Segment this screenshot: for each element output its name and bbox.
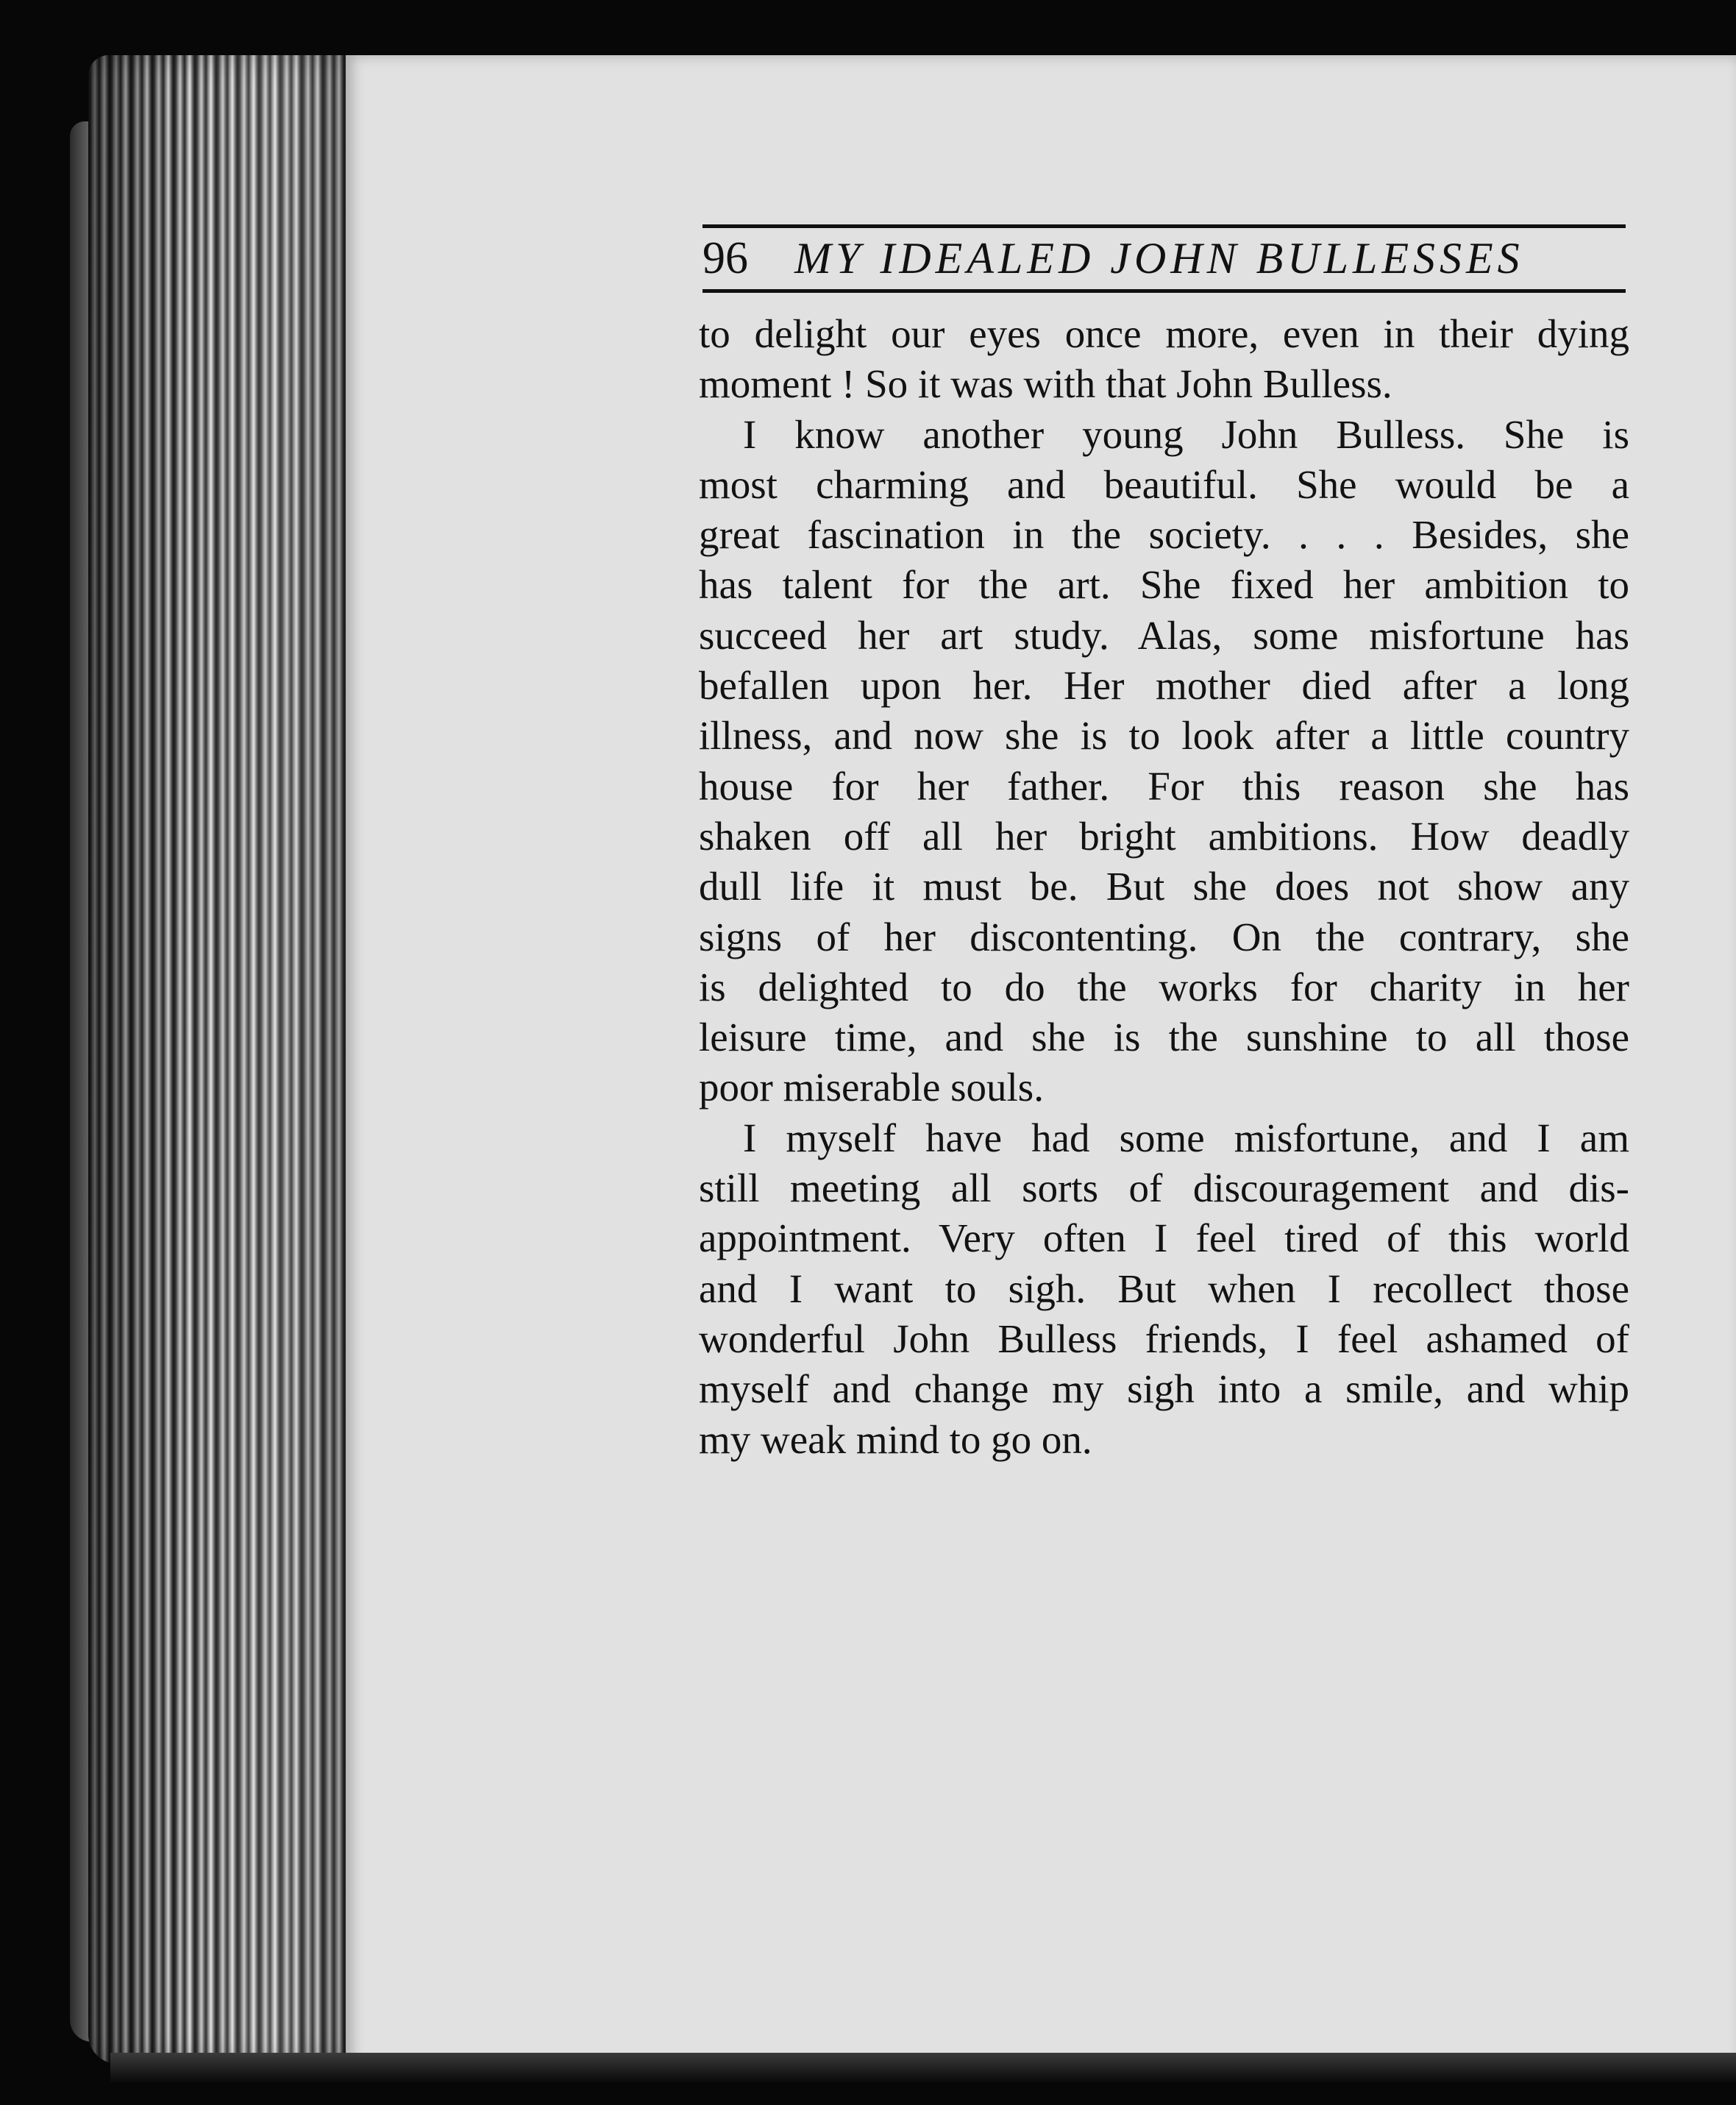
running-title: MY IDEALED JOHN BULLESSES (794, 234, 1524, 283)
page-number: 96 (702, 233, 748, 283)
text-line: shaken off all her bright ambitions. How deadly (699, 813, 1629, 859)
text-line: dull life it must be. But she does not show any (699, 864, 1629, 909)
text-line: I myself have had some misfortune, and I am (743, 1115, 1629, 1160)
header-rule-bottom (702, 289, 1626, 293)
text-line: is delighted to do the works for charity in her (699, 964, 1629, 1009)
text-line: myself and change my sigh into a smile, and whip (699, 1366, 1629, 1412)
text-line: leisure time, and she is the sunshine to all those (699, 1015, 1629, 1060)
text-line: to delight our eyes once more, even in their dying (699, 311, 1629, 356)
body-text (699, 309, 1629, 1465)
text-line: moment ! So it was with that John Bulless. (699, 361, 1392, 407)
text-line: befallen upon her. Her mother died after a long (699, 663, 1629, 709)
text-line: appointment. Very often I feel tired of this world (699, 1215, 1629, 1261)
text-line: most charming and beautiful. She would be a (699, 461, 1629, 507)
text-line: I know another young John Bulless. She is (743, 411, 1629, 457)
text-line: signs of her discontenting. On the contrary, she (699, 914, 1629, 959)
book-page-edges (88, 55, 360, 2064)
text-line: poor miserable souls. (699, 1065, 1044, 1110)
text-line: illness, and now she is to look after a little country (699, 713, 1629, 759)
text-line: has talent for the art. She fixed her ambition to (699, 562, 1629, 608)
page-bottom-shadow (110, 2053, 1736, 2082)
text-line: great fascination in the society. . . . Besides, she (699, 512, 1629, 558)
text-line: wonderful John Bulless friends, I feel ashamed of (699, 1316, 1629, 1361)
text-line: house for her father. For this reason she has (699, 763, 1629, 809)
text-line: still meeting all sorts of discouragement and dis- (699, 1165, 1629, 1211)
text-line: and I want to sigh. But when I recollect those (699, 1266, 1629, 1311)
text-line: succeed her art study. Alas, some misfortune has (699, 612, 1629, 658)
header-rule-top (702, 224, 1626, 228)
running-head (702, 230, 1626, 287)
text-line: my weak mind to go on. (699, 1416, 1092, 1462)
